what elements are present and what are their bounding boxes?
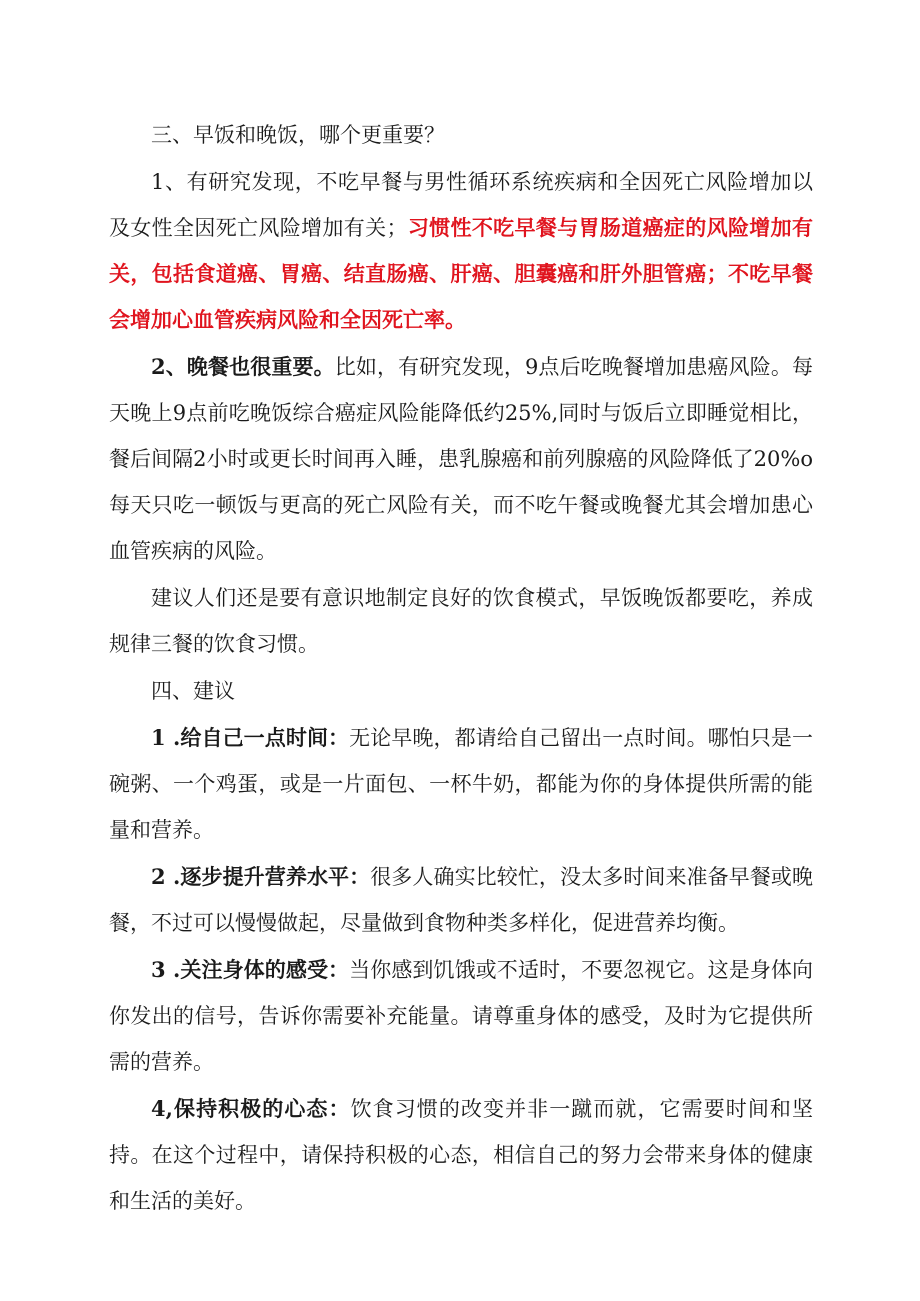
- advice-text: 很多人确实比较忙，没太多时间来准备早餐或晚餐，不过可以慢慢做起，尽量做到食物种类多样化，促进营养均衡。: [109, 865, 814, 935]
- advice-lead: 4,保持积极的心态：: [151, 1096, 351, 1121]
- advice-item-1: [109, 715, 813, 853]
- advice-item-2: [109, 854, 813, 946]
- paragraph-text: 1、有研究发现，不吃早餐与男性循环系统疾病和全因死亡风险增加以及女性全因死亡风险增加有关；: [109, 170, 813, 240]
- advice-text: 饮食习惯的改变并非一蹴而就，它需要时间和坚持。在这个过程中，请保持积极的心态，相信自己的努力会带来身体的健康和生活的美好。: [109, 1097, 813, 1213]
- paragraph-lead: 2、晚餐也很重要。: [151, 354, 335, 379]
- highlighted-text: 习惯性不吃早餐与胃肠道癌症的风险增加有关，包括食道癌、胃癌、结直肠癌、肝癌、胆囊癌和肝外胆管癌；不吃早餐会增加心血管疾病风险和全因死亡率。: [109, 215, 813, 332]
- advice-text: 当你感到饥饿或不适时，不要忽视它。这是身体向你发出的信号，告诉你需要补充能量。请尊重身体的感受，及时为它提供所需的营养。: [109, 958, 814, 1074]
- document-page: [109, 112, 813, 1225]
- advice-lead: 1 .给自己一点时间：: [151, 725, 350, 750]
- paragraph-breakfast-research: [109, 159, 813, 343]
- advice-lead: 3 .关注身体的感受：: [151, 957, 350, 982]
- advice-item-3: [109, 947, 813, 1085]
- advice-lead: 2 .逐步提升营养水平：: [151, 864, 371, 889]
- section-heading-3: 三、早饭和晚饭，哪个更重要？: [151, 123, 445, 147]
- paragraph-dinner-importance: [109, 344, 813, 574]
- advice-item-4: [109, 1086, 813, 1224]
- section-heading-4: 四、建议: [151, 679, 235, 703]
- paragraph-recommendation: 建议人们还是要有意识地制定良好的饮食模式，早饭晚饭都要吃，养成规律三餐的饮食习惯。: [109, 586, 813, 656]
- advice-text: 无论早晚，都请给自己留出一点时间。哪怕只是一碗粥、一个鸡蛋，或是一片面包、一杯牛奶，都能为你的身体提供所需的能量和营养。: [109, 726, 814, 842]
- paragraph-text: 比如，有研究发现，9点后吃晚餐增加患癌风险。每天晚上9点前吃晚饭综合癌症风险能降低约25%,同时与饭后立即睡觉相比，餐后间隔2小时或更长时间再入睡，患乳腺癌和前列腺癌的风险降低了20%o每天只吃一顿饭与更高的死亡风险有关，而不吃午餐或晚餐尤其会增加患心血管疾病的风险。: [109, 355, 813, 563]
